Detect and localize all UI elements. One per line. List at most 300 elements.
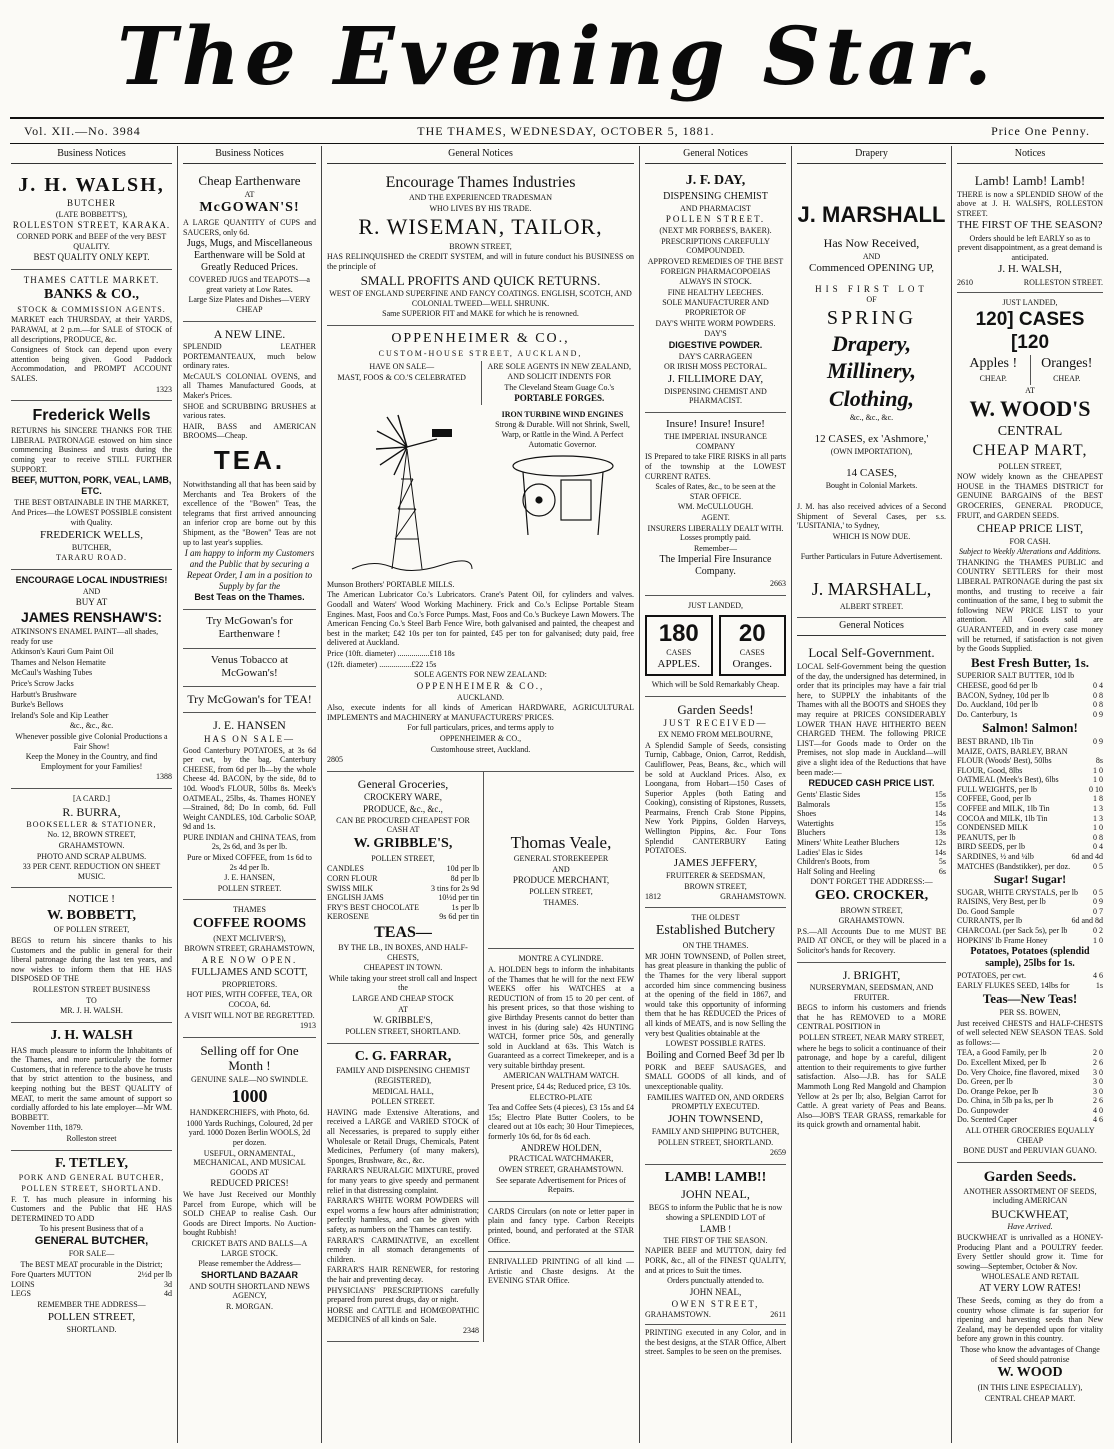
price-row — [957, 981, 1103, 991]
ad-text: JUST LANDED, — [688, 600, 743, 610]
ad-text: DAY'S WHITE WORM POWDERS. — [655, 318, 776, 328]
ad-number: 2805 — [327, 755, 343, 765]
ad-text: POLLEN STREET, SHORTLAND. — [345, 1027, 461, 1037]
ad-text: Consignees of Stock can depend upon every attention being given. Good Paddock Accommodation, and PROMPT ACCOUNT SALES. — [11, 345, 172, 383]
ad-text: APPROVED REMEDIES OF THE BEST FOREIGN PHARMACOPOEIAS — [647, 256, 784, 276]
price-value: 13s — [934, 828, 946, 838]
ad-text: BEGS to inform his customers and friends that he has REMOVED to a MORE CENTRAL POSITION in — [797, 1003, 946, 1032]
ad-text: SOLE AGENTS FOR NEW ZEALAND: — [414, 670, 547, 680]
ad-text: FOR SALE— — [68, 1249, 115, 1259]
ad-number: 1388 — [156, 772, 172, 782]
ad-text: ALWAYS IN STOCK. — [679, 277, 752, 287]
gribble-price-rows — [327, 864, 479, 922]
ad-text: RETURNS his SINCERE THANKS FOR THE LIBERAL PATRONAGE estowed on him since commencing Business and trusts during the coming year to receive STILL FURTHER SUPPORT. — [11, 426, 172, 474]
price-item: Do. Scented Caper — [957, 1115, 1018, 1125]
ad-text: EX NEMO FROM MELBOURNE, — [658, 730, 773, 740]
price-row — [957, 1058, 1103, 1068]
price-value: 3d — [164, 1279, 172, 1289]
ad-heading: Best Fresh Butter, 1s. — [970, 654, 1090, 670]
price-value: 10d per lb — [446, 864, 479, 874]
ad-text: Please remember the Address— — [198, 1259, 301, 1269]
price-list-5 — [957, 1048, 1103, 1125]
price-item: Do. Good Sample — [957, 906, 1015, 916]
price-row — [957, 971, 1103, 981]
price-item: Half Soling and Heeling — [797, 866, 875, 876]
ad-text: ROLLESTON STREET, KARAKA. — [12, 220, 171, 231]
masthead — [0, 6, 1114, 106]
column-heading: General Notices — [327, 146, 634, 164]
ad-title: J. BRIGHT, — [842, 967, 901, 982]
ad-text: THE OLDEST — [691, 912, 740, 922]
ad-text: FINE HEALTHY LEECHES. — [667, 287, 764, 297]
price-item: Do. Very Choice, fine flavored, mixed — [957, 1067, 1080, 1077]
ad-bright — [797, 963, 946, 1136]
ad-text: ALBERT STREET. — [839, 601, 904, 611]
ad-text: See separate Advertisement for Prices of Repairs. — [496, 1175, 626, 1195]
ad-text: PURE INDIAN and CHINA TEAS, from 2s, 2s 6d, and 3s per lb. — [183, 832, 316, 852]
price-item: CONDENSED MILK — [957, 823, 1028, 833]
price-row — [957, 1077, 1103, 1087]
ad-text: DISPENSING CHEMIST — [663, 190, 768, 202]
ad-heading: Selling off for One Month ! — [200, 1042, 299, 1074]
price-item: COCOA and MILK, 1lb Tin — [957, 813, 1048, 823]
columns — [6, 146, 1108, 1443]
ad-text: CHEAP. — [979, 374, 1007, 384]
price-item: Gents' Elastic Sides — [797, 789, 861, 799]
ad-number: 2659 — [770, 1148, 786, 1158]
price-value: 8d per lb — [450, 873, 479, 883]
masthead-title: The Evening Star. — [117, 9, 997, 103]
ad-text: THERE is now a SPLENDID SHOW of the above at J. H. WALSH'S, ROLLESTON STREET. — [957, 189, 1103, 218]
ad-text: AND — [552, 864, 570, 874]
ad-text: Bought in Colonial Markets. — [825, 480, 918, 490]
ad-text: &c., &c., &c. — [849, 413, 894, 423]
ad-text: For full particulars, prices, and terms apply to — [407, 723, 554, 733]
ad-text: The BEST MEAT procurable in the District; — [20, 1259, 163, 1269]
box-text: Oranges. — [732, 657, 772, 670]
price-value: 1 0 — [1093, 823, 1103, 833]
price-row — [797, 867, 946, 877]
price-item: RAISINS, Very Best, per lb — [957, 897, 1046, 907]
price-value: 3 0 — [1093, 1086, 1103, 1096]
ad-text: BEEF, MUTTON, PORK, VEAL, LAMB, ETC. — [11, 475, 172, 497]
ad-text: No. 12, BROWN STREET, — [47, 830, 136, 840]
ad-text: PHYSICIANS' PRESCRIPTIONS carefully prepared from purest drugs, day or night. — [327, 1285, 479, 1305]
ad-text: FOR CASH. — [1009, 536, 1051, 546]
ad-text: HAVING made Extensive Alterations, and received a LARGE and VARIED STOCK of all Necessaries, is prepared to supply either Wholesale or Retail Drugs, Chemicals, Patent Medicines, Perfumery (of many makers), Sponges, Brushware, &c., &c. — [327, 1107, 479, 1165]
col3-right — [484, 772, 634, 1343]
tetley-price-rows — [11, 1270, 172, 1299]
price-value: 4d — [164, 1289, 172, 1299]
ad-text: Whenever possible give Colonial Productions a Fair Show! — [15, 731, 168, 751]
ad-text: POLLEN STREET, SHORTLAND. — [657, 1137, 774, 1147]
price-item: COFFEE and MILK, 1lb Tin — [957, 804, 1050, 814]
price-item: BEST BRAND, 1lb Tin — [957, 736, 1034, 746]
ad-text: CORNED PORK and BEEF of the very BEST QUALITY. — [16, 232, 167, 251]
ad-text: ARE NOW OPEN. — [201, 955, 298, 966]
ad-heading: CHEAP PRICE LIST, — [976, 521, 1084, 536]
price-value: 0 9 — [1093, 709, 1103, 719]
ad-hansen — [183, 713, 316, 900]
ad-veale — [488, 772, 634, 950]
price-row — [957, 833, 1103, 843]
ad-text: Price (10ft. diameter) ................£18 18s — [327, 649, 455, 659]
price-item: Children's Boots, from — [797, 857, 870, 867]
ad-text: AGENT. — [701, 513, 730, 523]
ad-text: SHORTLAND. — [66, 1324, 117, 1334]
price-row — [797, 828, 946, 838]
ad-text: Large Size Plates and Dishes—VERY CHEAP — [188, 295, 311, 314]
price-item: MATCHES (Bandstikker), per doz. — [957, 861, 1071, 871]
ad-text: CENTRAL CHEAP MART. — [984, 1393, 1076, 1403]
ad-title: JOHN NEAL, — [681, 1187, 750, 1202]
ad-text: SHORTLAND BAZAAR — [201, 1269, 298, 1280]
ad-text: POLLEN STREET. — [665, 214, 766, 225]
price-row — [327, 893, 479, 903]
price-value: 0 4 — [1093, 842, 1103, 852]
ad-text: I am happy to inform my Customers and the Public that by securing a Repeat Order, I am in a position to Supply by far the — [184, 548, 315, 591]
ad-text: 33 PER CENT. REDUCTION ON SHEET MUSIC. — [22, 862, 161, 881]
windmill-illustration — [332, 409, 482, 579]
ad-text: WEST OF ENGLAND SUPERFINE AND FANCY COATINGS. ENGLISH, SCOTCH, AND COLONIAL TWEED—WELL SHRUNK. — [329, 289, 632, 308]
price-value: 14s — [934, 809, 946, 819]
price-value: 12s — [934, 837, 946, 847]
price-row — [327, 884, 479, 894]
ad-text: where he begs to solicit a continuance of their patronage, and hope by a careful, diligent attention to their requirements to give further satisfaction. Also—J.B. has for SALE Mammoth Long Red Mangold and Champion Yellow at 2s per lb; also, Belgian Carrot for Cattle. A great variety of Peas and Beans. Also—JOB'S TEAR GRASS, remarkable for its quick growth and ornamental habit. — [797, 1043, 946, 1130]
ad-text: GENERAL BUTCHER, — [34, 1234, 149, 1247]
ad-text: DAY'S CARRAGEEN — [678, 351, 753, 361]
ad-banks — [11, 270, 172, 401]
ad-title: OPPENHEIMER & CO., — [391, 330, 570, 346]
box-number: 180 — [658, 619, 699, 647]
ad-text: CHEAP MART, — [972, 442, 1088, 460]
ad-text: Notwithstanding all that has been said by Merchants and Tea Brokers of the excellence of the "Bowen" Teas, the telegrams that first arrived announcing an inferior crop are borne out by this Shipment, as the "Bowen" Teas are not up to last year's supplies. — [183, 480, 316, 547]
volume-number: Vol. XII.—No. 3984 — [24, 123, 141, 138]
ad-text: GENERAL STOREKEEPER — [513, 854, 609, 864]
ad-heading: 120] CASES [120 — [975, 308, 1085, 353]
ad-signature: FREDERICK WELLS, — [39, 528, 144, 541]
ad-heading: ENCOURAGE LOCAL INDUSTRIES! — [15, 575, 168, 586]
walsh-footer — [957, 278, 1103, 288]
ad-heading: Sugar! Sugar! — [993, 872, 1067, 887]
ad-text: A. HOLDEN begs to inform the inhabitants of the Thames that he will for the next FEW WEEKS offer his WATCHES at a REDUCTION of from 15 to 20 per cent. of his present prices, so that those wishing to give Birthday Presents cannot do better than invest in his (during sale) 42s HUNTING WATCH, former price 50s, and generally sold in Auckland at 63s. This Watch is Guaranteed as a correct Timekeeper, and is a very suitable birthday present. — [488, 964, 634, 1070]
price-item: Bluchers — [797, 828, 826, 838]
price-item: Ladies' Elas ic Sides — [797, 847, 863, 857]
ad-text: BEST QUALITY ONLY KEPT. — [33, 252, 150, 263]
ad-try-mcgowan — [183, 610, 316, 648]
ad-text: Best Teas on the Thames. — [194, 592, 305, 603]
price-list-1 — [957, 671, 1103, 719]
price-item: HOPKINS' Ib Frame Honey — [957, 935, 1048, 945]
price-value: 5s — [938, 857, 946, 867]
ad-burra — [11, 789, 172, 889]
ad-signature: ANDREW HOLDEN, — [520, 1142, 602, 1153]
column-6 — [952, 146, 1108, 1443]
ad-text: FARRAR'S WHITE WORM POWDERS will expel worms a few hours after administration; perfectly harmless, and can be given with safety, as numbers on the Thames can testify. — [327, 1196, 479, 1234]
ad-coffee-rooms — [183, 900, 316, 1037]
ad-text: OWEN STREET, — [671, 1298, 760, 1309]
ad-heading: Lamb! Lamb! Lamb! — [974, 173, 1086, 188]
ad-number: 2663 — [770, 579, 786, 589]
price-item: FLOUR (Woods' Best), 50lbs — [957, 756, 1052, 766]
price-row — [797, 790, 946, 800]
ad-text: (LATE BOBBETT'S), — [55, 209, 128, 219]
ad-text: POLLEN STREET. — [217, 883, 282, 893]
price-item: Do. Gunpowder — [957, 1105, 1009, 1115]
windmill-text — [491, 409, 634, 579]
ad-venus — [183, 649, 316, 687]
price-value: 0 5 — [1093, 887, 1103, 897]
ad-marshall — [797, 168, 946, 618]
box-text: APPLES. — [657, 657, 700, 670]
ad-text: DON'T FORGET THE ADDRESS:— — [810, 877, 933, 887]
price-value: 6d and 8d — [1071, 916, 1103, 926]
price-value: 0 8 — [1093, 832, 1103, 842]
price-value: 3 0 — [1093, 1077, 1103, 1087]
ad-text: Venus Tobacco at McGowan's! — [210, 653, 289, 679]
price-value: 2 6 — [1093, 1096, 1103, 1106]
ad-text: AT VERY LOW RATES! — [978, 1283, 1082, 1294]
ad-text: ALL OTHER GROCERIES EQUALLY CHEAP — [965, 1126, 1095, 1145]
price-item: POTATOES, per cwt. — [957, 971, 1026, 981]
column-4 — [640, 146, 792, 1443]
ad-title: J. MARSHALL — [797, 202, 946, 227]
price-item: BACON, Sydney, 10d per lb — [957, 690, 1049, 700]
ad-text: Pure or Mixed COFFEE, from 1s 6d to 2s 4d per lb. — [187, 853, 312, 872]
fruit-row — [957, 355, 1103, 384]
ad-heading: Garden Seeds! — [677, 701, 754, 717]
price-item: LEGS — [11, 1289, 31, 1299]
ad-text: Have Arrived. — [1007, 1222, 1053, 1232]
price-value: 15s — [934, 789, 946, 799]
price-row — [957, 766, 1103, 776]
ad-text: Tea and Coffee Sets (4 pieces), £3 15s and £4 15s; Electro Plate Butter Coolers, to be cleared out at 10s each; 30 Hour Timepieces, formerly 10s 6d, for 8s 6d each. — [488, 1103, 634, 1142]
ad-wood — [957, 293, 1103, 1163]
ad-text: HAS ON SALE— — [203, 733, 295, 744]
price-row — [11, 1280, 172, 1290]
ad-signature: R. MORGAN. — [226, 1301, 273, 1311]
price-row — [957, 926, 1103, 936]
ad-text: The Imperial Fire Insurance Company. — [659, 554, 772, 578]
crocker-price-rows — [797, 790, 946, 876]
ad-text: AT — [244, 189, 255, 199]
ad-text: 1000 — [231, 1085, 268, 1106]
oppen-images — [327, 409, 634, 579]
ad-text: FAMILY AND DISPENSING CHEMIST (REGISTERED), — [336, 1066, 470, 1086]
price-row — [957, 897, 1103, 907]
ad-title: W. GRIBBLE'S, — [353, 835, 453, 851]
price-value: 3 0 — [1093, 1067, 1103, 1077]
price-row — [957, 794, 1103, 804]
ad-title: TEA. — [213, 444, 286, 475]
ad-text: (IN THIS LINE ESPECIALLY), — [977, 1382, 1083, 1392]
ad-text: J. M. has also received advices of a Second Shipment of Several Cases, per s.s. 'LUSITANIA,' to Sydney, — [797, 502, 946, 531]
ad-text: BEGS to return his sincere thanks to his Customers and the public in general for their liberal patronage during the last ten years, and now wishes to inform them that HE HAS DISPOSED OF THE — [11, 936, 172, 984]
ad-text: NAPIER BEEF and MUTTON, dairy fed PORK, &c., all of the FINEST QUALITY, and at prices to Suit the times. — [645, 1246, 786, 1275]
ad-text: CHEAPEST IN TOWN. — [363, 963, 443, 973]
ad-heading: LAMB! LAMB!! — [664, 1169, 767, 1185]
price-value: 1s per lb — [451, 902, 479, 912]
ad-text: BUCKWHEAT is unrivalled as a HONEY-Producing Plant and a POULTRY feeder. Every Settler should grow it. Time for sowing—September, October & Nov. — [957, 1233, 1103, 1271]
list-item: Harbutt's Brushware — [11, 689, 77, 699]
ad-title: J. F. DAY, — [685, 173, 746, 188]
price-value: 4 6 — [1093, 1115, 1103, 1125]
ad-heading: Garden Seeds. — [983, 1168, 1077, 1185]
ad-day — [645, 168, 786, 413]
ad-text: We have Just Received our Monthly Parcel from Europe, which will be SOLD CHEAP to realise Cash. Our Goods are Direct Imports. No Auction-bought Rubbish! — [183, 1190, 316, 1238]
ad-text: November 11th, 1879. — [11, 1123, 83, 1133]
ad-renshaw — [11, 570, 172, 789]
ad-tetley — [11, 1151, 172, 1341]
column-1 — [6, 146, 178, 1443]
price-item: TEA, a Good Family, per lb — [957, 1048, 1047, 1058]
ad-heading: TEAS— — [374, 923, 432, 941]
ad-text: INSURERS LIBERALLY DEALT WITH. Losses promptly paid. — [647, 523, 784, 543]
ad-text: CHEAP. — [1053, 374, 1081, 384]
ad-text: Munson Brothers' PORTABLE MILLS. — [327, 579, 455, 589]
column-heading: Business Notices — [183, 146, 316, 164]
ad-signature: JAMES JEFFERY, — [673, 856, 758, 869]
ad-text: Remember— — [693, 543, 738, 553]
ad-wiseman — [327, 168, 634, 326]
oranges-cell — [1031, 355, 1104, 384]
ad-text: BUTCHER, — [71, 542, 112, 552]
price-row — [957, 1106, 1103, 1116]
ad-text: PHOTO AND SCRAP ALBUMS. — [36, 851, 147, 861]
ad-text: P.S.—All Accounts Due to me MUST BE PAID AT ONCE, or they will be placed in a Solicitor's hands for Recovery. — [797, 926, 946, 956]
ad-text: ANOTHER ASSORTMENT OF SEEDS, including AMERICAN — [963, 1186, 1097, 1206]
price-item: CORN FLOUR — [327, 873, 378, 883]
ad-number: 1913 — [300, 1021, 316, 1031]
price-item: OATMEAL (Meek's Best), 6lbs — [957, 775, 1059, 785]
ad-try-tea — [183, 687, 316, 713]
ad-heading: A NEW LINE. — [213, 326, 286, 341]
ad-text: MEDICAL HALL, — [372, 1086, 434, 1096]
ad-heading: NOTICE ! — [68, 893, 115, 906]
ad-text: CENTRAL — [997, 423, 1063, 439]
ad-text: BOOKSELLER & STATIONER, — [26, 819, 157, 829]
ad-apples-oranges — [645, 596, 786, 697]
ad-text: PRODUCE MERCHANT, — [512, 875, 610, 886]
ad-text: BEGS to inform the Public that he is now — [648, 1202, 783, 1212]
dateline — [10, 117, 1104, 144]
price-row — [327, 874, 479, 884]
ad-text: 1000 Yards Ruchings, Coloured, 2d per yard. 1000 Dozen Berlin WOOLS, 2d per dozen. — [186, 1118, 313, 1147]
ad-text: BY THE LB., IN BOXES, AND HALF-CHESTS, — [338, 943, 468, 962]
price-row — [327, 912, 479, 922]
ad-text: GRAHAMSTOWN. — [720, 892, 786, 902]
price-value: 3 tins for 2s 9d — [431, 883, 479, 893]
ad-number: 2348 — [463, 1325, 479, 1335]
column-heading: Business Notices — [11, 146, 172, 164]
ad-text: OWEN STREET, GRAHAMSTOWN. — [498, 1165, 624, 1175]
ad-title: R. WISEMAN, TAILOR, — [358, 214, 603, 240]
price-item: FLOUR, Good, 8lbs — [957, 765, 1023, 775]
ad-text: BUCKWHEAT, — [991, 1207, 1069, 1222]
ad-heading: Millinery, — [826, 358, 917, 384]
price-value: 0 9 — [1093, 897, 1103, 907]
ad-text: Strong & Durable. Will not Shrink, Swell, Warp, or Rattle in the Wind. A Perfect Automatic Governor. — [495, 420, 630, 449]
ad-text: Same SUPERIOR FIT and MAKE for which he is renowned. — [382, 309, 579, 319]
ad-text: Customhouse street, Auckland. — [430, 744, 531, 754]
price-row — [957, 756, 1103, 766]
price-row — [957, 1115, 1103, 1125]
ad-number: 1323 — [156, 384, 172, 394]
ad-text: REMEMBER THE ADDRESS— — [37, 1300, 146, 1310]
ad-text: DAY'S — [704, 329, 727, 339]
forge-illustration — [503, 450, 623, 540]
ad-text: HOT PIES, WITH COFFEE, TEA, OR COCOA, 6d. — [186, 990, 313, 1009]
ad-heading: Salmon! Salmon! — [982, 720, 1078, 736]
box-text: CASES — [739, 648, 765, 658]
price-item: SARDINES, ½ and ¼lb — [957, 852, 1034, 862]
ad-heading: MONTRE A CYLINDRE. — [518, 954, 604, 964]
ad-crocker — [797, 640, 946, 962]
ad-text: MR JOHN TOWNSEND, of Pollen street, has great pleasure in thanking the public of the Thames for the very liberal support accorded him since commencing business at the opening of the field in 1867, and would take this opportunity of informing them that he has REDUCED the Prices of all kinds of MEATS, and is now Selling the very best Qualities obtainable at the — [645, 951, 786, 1038]
ad-title: F. TETLEY, — [54, 1155, 129, 1171]
price-value: 14s — [934, 847, 946, 857]
price-row — [957, 804, 1103, 814]
ad-text: DISPENSING CHEMIST AND PHARMACIST. — [664, 386, 767, 406]
ad-text: PRODUCE, &c., &c., — [363, 803, 443, 814]
ad-text: ON THE THAMES. — [682, 941, 749, 951]
ad-townsend — [645, 908, 786, 1165]
ad-text: BROWN STREET, GRAHAMSTOWN, — [184, 944, 315, 954]
ad-text: NOW widely known as the CHEAPEST HOUSE in the THAMES DISTRICT for GENUINE BARGAINS of the BEST GROCERIES, GENERAL PRODUCE, FRUIT, and GARDEN SEEDS. — [957, 472, 1103, 520]
ad-text: TARARU ROAD. — [56, 553, 127, 563]
ad-number: 2610 — [957, 277, 973, 287]
ad-title: JAMES RENSHAW'S: — [20, 609, 162, 626]
ad-title: W. BOBBETT, — [46, 907, 137, 923]
ad-cards — [488, 1202, 634, 1252]
ad-text: POLLEN STREET, — [47, 1310, 136, 1323]
ad-text: (12ft. diameter) ................£22 15s — [327, 659, 437, 669]
price-value: 6d and 4d — [1071, 852, 1103, 862]
price-row — [797, 800, 946, 810]
ad-text: Orders should be left EARLY so as to prevent disappointment, as a great demand is anticipated. — [957, 233, 1103, 262]
ad-text: The Cleveland Steam Guage Co.'s — [504, 382, 615, 392]
ad-text: [A CARD.] — [73, 793, 110, 803]
ad-text: FULLJAMES AND SCOTT, — [191, 966, 308, 978]
ad-text: PRACTICAL WATCHMAKER, — [508, 1154, 614, 1164]
price-value: 0 9 — [1093, 736, 1103, 746]
ad-text: ARE SOLE AGENTS IN NEW ZEALAND, AND SOLICIT INDENTS FOR — [487, 362, 631, 381]
ad-text: AND PHARMACIST — [680, 203, 751, 213]
ad-heading: Insure! Insure! Insure! — [666, 418, 765, 431]
ad-text: Try McGowan's for Earthenware ! — [206, 615, 293, 641]
ad-jeffery — [645, 697, 786, 908]
price-item: Do. Excellent Mixed, per lb — [957, 1057, 1047, 1067]
ad-text: PER SS. BOWEN, — [999, 1007, 1061, 1017]
ad-text: MARKET each THURSDAY, at their YARDS, PARAWAI, at 2 p.m.—for SALE of STOCK of all descriptions, PRODUCE, &c. — [11, 315, 172, 344]
ad-text: POLLEN STREET. — [371, 1097, 435, 1107]
price-item: ENGLISH JAMS — [327, 893, 384, 903]
ad-wells — [11, 401, 172, 570]
list-item: Atkinson's Kauri Gum Paint Oil — [11, 647, 114, 657]
price-list-3 — [957, 888, 1103, 946]
ad-text: CROCKERY WARE, — [363, 792, 442, 803]
ad-text: COVERED JUGS and TEAPOTS—a great variety at Low Rates. — [189, 275, 310, 294]
price-row — [957, 1048, 1103, 1058]
ad-text: LARGE AND CHEAP STOCK — [352, 994, 454, 1004]
ad-text: WHOLESALE AND RETAIL — [981, 1272, 1079, 1282]
ad-text: FARRAR'S HAIR RENEWER, for restoring the hair and preventing decay. — [327, 1265, 479, 1284]
oppen-left — [327, 361, 477, 405]
price-value: 1 0 — [1093, 935, 1103, 945]
ad-text: OF — [866, 295, 877, 305]
price-row — [957, 747, 1103, 757]
price-item: Do. Orange Pekoe, per lb — [957, 1086, 1039, 1096]
